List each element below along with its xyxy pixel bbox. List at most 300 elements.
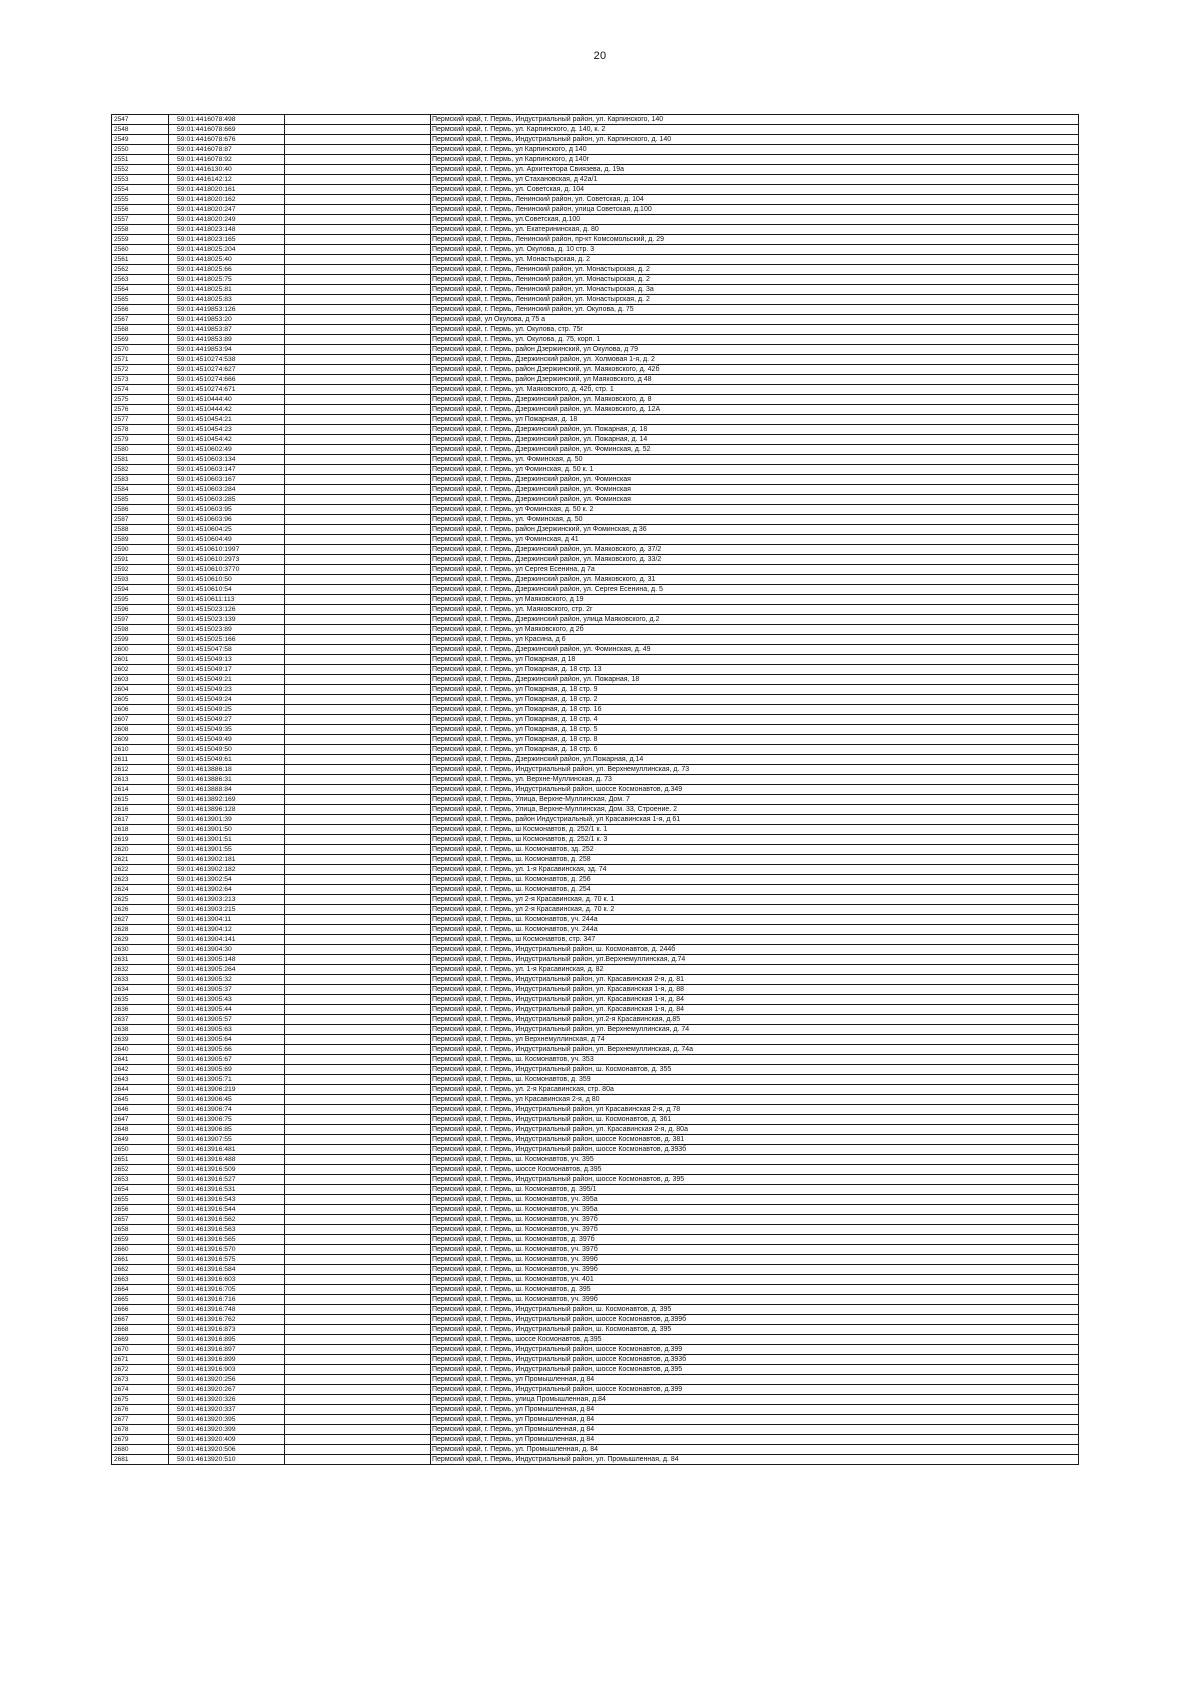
address-cell: Пермский край, г. Пермь, ул. Окулова, стр. 75г: [431, 325, 1079, 335]
cadastral-number-cell: 59:01:4613916:543: [169, 1195, 285, 1205]
cadastral-number-cell: 59:01:4515049:17: [169, 665, 285, 675]
address-cell: Пермский край, г. Пермь, Индустриальный район, шоссе Космонавтов, д.395: [431, 1365, 1079, 1375]
row-number-cell: 2615: [112, 795, 169, 805]
address-cell: Пермский край, г. Пермь, Дзержинский район, ул. Холмовая 1-я, д. 2: [431, 355, 1079, 365]
row-number-cell: 2549: [112, 135, 169, 145]
address-cell: Пермский край, г. Пермь, ул. Фоминская, д. 50: [431, 455, 1079, 465]
address-cell: Пермский край, г. Пермь, ул Фоминская, д 41: [431, 535, 1079, 545]
empty-cell: [285, 385, 431, 395]
table-row: [112, 1025, 1079, 1035]
row-number-cell: 2552: [112, 165, 169, 175]
address-cell: Пермский край, г. Пермь, ул Промышленная, д 84: [431, 1405, 1079, 1415]
cadastral-number-cell: 59:01:4613906:45: [169, 1095, 285, 1105]
cadastral-number-cell: 59:01:4613916:705: [169, 1285, 285, 1295]
cadastral-number-cell: 59:01:4418020:161: [169, 185, 285, 195]
empty-cell: [285, 375, 431, 385]
cadastral-number-cell: 59:01:4510610:3770: [169, 565, 285, 575]
table-row: [112, 255, 1079, 265]
table-row: [112, 155, 1079, 165]
table-row: [112, 625, 1079, 635]
empty-cell: [285, 845, 431, 855]
address-cell: Пермский край, г. Пермь, Ленинский район, пр-кт Комсомольский, д. 29: [431, 235, 1079, 245]
cadastral-number-cell: 59:01:4418023:165: [169, 235, 285, 245]
cadastral-number-cell: 59:01:4613905:66: [169, 1045, 285, 1055]
cadastral-number-cell: 59:01:4419853:94: [169, 345, 285, 355]
empty-cell: [285, 555, 431, 565]
empty-cell: [285, 1395, 431, 1405]
cadastral-number-cell: 59:01:4613916:563: [169, 1225, 285, 1235]
row-number-cell: 2595: [112, 595, 169, 605]
cadastral-number-cell: 59:01:4515049:61: [169, 755, 285, 765]
table-row: [112, 895, 1079, 905]
row-number-cell: 2557: [112, 215, 169, 225]
row-number-cell: 2667: [112, 1315, 169, 1325]
row-number-cell: 2612: [112, 765, 169, 775]
cadastral-number-cell: 59:01:4510604:49: [169, 535, 285, 545]
table-row: [112, 585, 1079, 595]
cadastral-number-cell: 59:01:4613907:55: [169, 1135, 285, 1145]
cadastral-number-cell: 59:01:4613892:169: [169, 795, 285, 805]
address-cell: Пермский край, г. Пермь, ул Пожарная, д 18: [431, 655, 1079, 665]
address-cell: Пермский край, г. Пермь, ул Пожарная, д. 18 стр. 9: [431, 685, 1079, 695]
cadastral-number-cell: 59:01:4613920:409: [169, 1435, 285, 1445]
address-cell: Пермский край, г. Пермь, ш. Космонавтов, уч. 399б: [431, 1295, 1079, 1305]
table-row: [112, 1045, 1079, 1055]
address-cell: Пермский край, г. Пермь, ш. Космонавтов, уч. 395а: [431, 1195, 1079, 1205]
table-row: [112, 265, 1079, 275]
cadastral-number-cell: 59:01:4613906:74: [169, 1105, 285, 1115]
address-cell: Пермский край, г. Пермь, Улица, Верхне-Муллинская, Дом. 7: [431, 795, 1079, 805]
empty-cell: [285, 1145, 431, 1155]
address-cell: Пермский край, г. Пермь, район Дзержинский, ул Фоминская, д 36: [431, 525, 1079, 535]
cadastral-number-cell: 59:01:4613916:899: [169, 1355, 285, 1365]
address-cell: Пермский край, г. Пермь, ул. Советская, д. 104: [431, 185, 1079, 195]
empty-cell: [285, 565, 431, 575]
row-number-cell: 2653: [112, 1175, 169, 1185]
address-cell: Пермский край, г. Пермь, ул Сергея Есенина, д 7а: [431, 565, 1079, 575]
cadastral-number-cell: 59:01:4613902:182: [169, 865, 285, 875]
cadastral-number-cell: 59:01:4416078:87: [169, 145, 285, 155]
address-cell: Пермский край, г. Пермь, ул Верхнемуллинская, д 74: [431, 1035, 1079, 1045]
empty-cell: [285, 765, 431, 775]
cadastral-number-cell: 59:01:4515049:49: [169, 735, 285, 745]
address-cell: Пермский край, г. Пермь, Индустриальный район, шоссе Космонавтов, д.399: [431, 1345, 1079, 1355]
table-row: [112, 1305, 1079, 1315]
cadastral-number-cell: 59:01:4510603:284: [169, 485, 285, 495]
table-row: [112, 1365, 1079, 1375]
empty-cell: [285, 205, 431, 215]
row-number-cell: 2583: [112, 475, 169, 485]
row-number-cell: 2663: [112, 1275, 169, 1285]
address-cell: Пермский край, г. Пермь, ш. Космонавтов, уч. 244а: [431, 915, 1079, 925]
address-cell: Пермский край, г. Пермь, Улица, Верхне-Муллинская, Дом. 33, Строение. 2: [431, 805, 1079, 815]
empty-cell: [285, 655, 431, 665]
cadastral-number-cell: 59:01:4613903:213: [169, 895, 285, 905]
table-row: [112, 1265, 1079, 1275]
address-cell: Пермский край, г. Пермь, Индустриальный район, ул.Верхнемуллинская, д.74: [431, 955, 1079, 965]
empty-cell: [285, 195, 431, 205]
cadastral-number-cell: 59:01:4613905:57: [169, 1015, 285, 1025]
cadastral-number-cell: 59:01:4613886:18: [169, 765, 285, 775]
cadastral-number-cell: 59:01:4613905:37: [169, 985, 285, 995]
row-number-cell: 2618: [112, 825, 169, 835]
row-number-cell: 2651: [112, 1155, 169, 1165]
empty-cell: [285, 355, 431, 365]
row-number-cell: 2640: [112, 1045, 169, 1055]
table-row: [112, 645, 1079, 655]
cadastral-number-cell: 59:01:4613916:488: [169, 1155, 285, 1165]
cadastral-number-cell: 59:01:4416078:669: [169, 125, 285, 135]
empty-cell: [285, 745, 431, 755]
empty-cell: [285, 1025, 431, 1035]
empty-cell: [285, 725, 431, 735]
table-row: [112, 1095, 1079, 1105]
empty-cell: [285, 165, 431, 175]
address-cell: Пермский край, г. Пермь, Ленинский район, ул. Советская, д. 104: [431, 195, 1079, 205]
empty-cell: [285, 1175, 431, 1185]
address-cell: Пермский край, г. Пермь, Индустриальный район, ш. Космонавтов, д. 361: [431, 1115, 1079, 1125]
cadastral-number-cell: 59:01:4515049:25: [169, 705, 285, 715]
table-row: [112, 415, 1079, 425]
address-cell: Пермский край, г. Пермь, ул Карпинского, д 140: [431, 145, 1079, 155]
table-row: [112, 405, 1079, 415]
empty-cell: [285, 1335, 431, 1345]
row-number-cell: 2558: [112, 225, 169, 235]
address-cell: Пермский край, г. Пермь, ш. Космонавтов, уч. 397б: [431, 1225, 1079, 1235]
address-cell: Пермский край, г. Пермь, Индустриальный район, ул Красавинская 2-я, д 78: [431, 1105, 1079, 1115]
empty-cell: [285, 145, 431, 155]
cadastral-number-cell: 59:01:4613916:762: [169, 1315, 285, 1325]
address-cell: Пермский край, г. Пермь, ш. Космонавтов, д. 395: [431, 1285, 1079, 1295]
row-number-cell: 2589: [112, 535, 169, 545]
table-row: [112, 575, 1079, 585]
row-number-cell: 2564: [112, 285, 169, 295]
table-row: [112, 535, 1079, 545]
table-row: [112, 215, 1079, 225]
cadastral-number-cell: 59:01:4418020:249: [169, 215, 285, 225]
empty-cell: [285, 1265, 431, 1275]
row-number-cell: 2626: [112, 905, 169, 915]
address-cell: Пермский край, г. Пермь, Дзержинский район, ул. Сергея Есенина, д. 5: [431, 585, 1079, 595]
address-cell: Пермский край, г. Пермь, ул.Советская, д.100: [431, 215, 1079, 225]
address-cell: Пермский край, г. Пермь, Индустриальный район, шоссе Космонавтов, д. 395: [431, 1175, 1079, 1185]
table-row: [112, 935, 1079, 945]
row-number-cell: 2562: [112, 265, 169, 275]
empty-cell: [285, 1405, 431, 1415]
table-row: [112, 375, 1079, 385]
table-row: [112, 1435, 1079, 1445]
row-number-cell: 2649: [112, 1135, 169, 1145]
address-cell: Пермский край, г. Пермь, ул. Окулова, д. 10 стр. 3: [431, 245, 1079, 255]
table-row: [112, 1165, 1079, 1175]
address-cell: Пермский край, г. Пермь, ш. Космонавтов, зд. 252: [431, 845, 1079, 855]
row-number-cell: 2678: [112, 1425, 169, 1435]
cadastral-number-cell: 59:01:4515049:23: [169, 685, 285, 695]
empty-cell: [285, 225, 431, 235]
empty-cell: [285, 875, 431, 885]
cadastral-number-cell: 59:01:4613916:531: [169, 1185, 285, 1195]
row-number-cell: 2642: [112, 1065, 169, 1075]
row-number-cell: 2677: [112, 1415, 169, 1425]
table-row: [112, 285, 1079, 295]
row-number-cell: 2602: [112, 665, 169, 675]
table-row: [112, 1075, 1079, 1085]
empty-cell: [285, 795, 431, 805]
cadastral-number-cell: 59:01:4613916:570: [169, 1245, 285, 1255]
row-number-cell: 2550: [112, 145, 169, 155]
empty-cell: [285, 685, 431, 695]
table-row: [112, 505, 1079, 515]
row-number-cell: 2621: [112, 855, 169, 865]
table-row: [112, 275, 1079, 285]
empty-cell: [285, 125, 431, 135]
table-row: [112, 325, 1079, 335]
empty-cell: [285, 395, 431, 405]
address-cell: Пермский край, г. Пермь, ул Пожарная, д. 18 стр. 4: [431, 715, 1079, 725]
address-cell: Пермский край, г. Пермь, ш. Космонавтов, уч. 395: [431, 1155, 1079, 1165]
address-cell: Пермский край, г. Пермь, Индустриальный район, ш. Космонавтов, д. 395: [431, 1305, 1079, 1315]
cadastral-number-cell: 59:01:4613906:85: [169, 1125, 285, 1135]
cadastral-number-cell: 59:01:4613905:43: [169, 995, 285, 1005]
table-row: [112, 365, 1079, 375]
cadastral-number-cell: 59:01:4510454:42: [169, 435, 285, 445]
address-cell: Пермский край, г. Пермь, ул Красавинская 2-я, д 80: [431, 1095, 1079, 1105]
cadastral-number-cell: 59:01:4515049:21: [169, 675, 285, 685]
cadastral-number-cell: 59:01:4613916:903: [169, 1365, 285, 1375]
empty-cell: [285, 585, 431, 595]
address-cell: Пермский край, г. Пермь, ш. Космонавтов, уч. 397б: [431, 1245, 1079, 1255]
empty-cell: [285, 1325, 431, 1335]
table-row: [112, 915, 1079, 925]
empty-cell: [285, 905, 431, 915]
address-cell: Пермский край, г. Пермь, ул. Промышленная, д. 84: [431, 1445, 1079, 1455]
address-cell: Пермский край, г. Пермь, ул. Екатерининская, д. 80: [431, 225, 1079, 235]
table-row: [112, 1085, 1079, 1095]
address-cell: Пермский край, г. Пермь, Дзержинский район, ул. Пожарная, д. 14: [431, 435, 1079, 445]
row-number-cell: 2571: [112, 355, 169, 365]
address-cell: Пермский край, г. Пермь, Индустриальный район, ш. Космонавтов, д. 244б: [431, 945, 1079, 955]
empty-cell: [285, 985, 431, 995]
address-cell: Пермский край, г. Пермь, ул Стахановская, д 42а/1: [431, 175, 1079, 185]
cadastral-number-cell: 59:01:4613905:67: [169, 1055, 285, 1065]
cadastral-number-cell: 59:01:4510603:167: [169, 475, 285, 485]
address-cell: Пермский край, г. Пермь, ш Космонавтов, стр. 347: [431, 935, 1079, 945]
row-number-cell: 2588: [112, 525, 169, 535]
empty-cell: [285, 175, 431, 185]
cadastral-number-cell: 59:01:4613916:603: [169, 1275, 285, 1285]
cadastral-number-cell: 59:01:4613905:69: [169, 1065, 285, 1075]
cadastral-number-cell: 59:01:4515049:13: [169, 655, 285, 665]
empty-cell: [285, 1045, 431, 1055]
address-cell: Пермский край, г. Пермь, Дзержинский район, ул. Пожарная, 18: [431, 675, 1079, 685]
cadastral-number-cell: 59:01:4510602:49: [169, 445, 285, 455]
table-row: [112, 1185, 1079, 1195]
address-cell: Пермский край, г. Пермь, ул Красина, д 6: [431, 635, 1079, 645]
empty-cell: [285, 115, 431, 125]
cadastral-number-cell: 59:01:4613916:562: [169, 1215, 285, 1225]
empty-cell: [285, 815, 431, 825]
cadastral-number-cell: 59:01:4613916:575: [169, 1255, 285, 1265]
cadastral-number-cell: 59:01:4515023:89: [169, 625, 285, 635]
empty-cell: [285, 925, 431, 935]
cadastral-number-cell: 59:01:4613920:256: [169, 1375, 285, 1385]
empty-cell: [285, 215, 431, 225]
table-row: [112, 705, 1079, 715]
table-row: [112, 165, 1079, 175]
table-row: [112, 455, 1079, 465]
table-row: [112, 1205, 1079, 1215]
empty-cell: [285, 695, 431, 705]
address-cell: Пермский край, г. Пермь, Индустриальный район, ул. Красавинская 1-я, д. 84: [431, 1005, 1079, 1015]
cadastral-number-cell: 59:01:4510274:627: [169, 365, 285, 375]
cadastral-number-cell: 59:01:4613906:75: [169, 1115, 285, 1125]
empty-cell: [285, 955, 431, 965]
address-cell: Пермский край, г. Пермь, ш. Космонавтов, уч. 395а: [431, 1205, 1079, 1215]
cadastral-number-cell: 59:01:4416078:498: [169, 115, 285, 125]
address-cell: Пермский край, г. Пермь, ул. Архитектора Свиязева, д. 19а: [431, 165, 1079, 175]
address-cell: Пермский край, г. Пермь, Индустриальный район, ул. Верхнемуллинская, д. 74а: [431, 1045, 1079, 1055]
cadastral-number-cell: 59:01:4613916:544: [169, 1205, 285, 1215]
cadastral-number-cell: 59:01:4418025:81: [169, 285, 285, 295]
address-cell: Пермский край, г. Пермь, ул Маяковского, д 2б: [431, 625, 1079, 635]
row-number-cell: 2585: [112, 495, 169, 505]
table-row: [112, 775, 1079, 785]
empty-cell: [285, 255, 431, 265]
table-row: [112, 1035, 1079, 1045]
table-row: [112, 425, 1079, 435]
table-row: [112, 875, 1079, 885]
row-number-cell: 2650: [112, 1145, 169, 1155]
row-number-cell: 2669: [112, 1335, 169, 1345]
cadastral-number-cell: 59:01:4515049:24: [169, 695, 285, 705]
table-row: [112, 495, 1079, 505]
address-cell: Пермский край, г. Пермь, Дзержинский район, ул. Маяковского, д. 37/2: [431, 545, 1079, 555]
row-number-cell: 2609: [112, 735, 169, 745]
table-row: [112, 885, 1079, 895]
address-cell: Пермский край, ул Окулова, д 75 а: [431, 315, 1079, 325]
cadastral-number-cell: 59:01:4510603:134: [169, 455, 285, 465]
address-cell: Пермский край, г. Пермь, Индустриальный район, шоссе Космонавтов, д.399: [431, 1385, 1079, 1395]
row-number-cell: 2560: [112, 245, 169, 255]
cadastral-number-cell: 59:01:4510603:285: [169, 495, 285, 505]
address-cell: Пермский край, г. Пермь, ш Космонавтов, д. 252/1 к. 3: [431, 835, 1079, 845]
empty-cell: [285, 1065, 431, 1075]
table-row: [112, 615, 1079, 625]
address-cell: Пермский край, г. Пермь, ул Фоминская, д. 50 к. 2: [431, 505, 1079, 515]
address-cell: Пермский край, г. Пермь, ш. Космонавтов, уч. 397б: [431, 1215, 1079, 1225]
table-row: [112, 835, 1079, 845]
empty-cell: [285, 1095, 431, 1105]
row-number-cell: 2638: [112, 1025, 169, 1035]
row-number-cell: 2639: [112, 1035, 169, 1045]
empty-cell: [285, 315, 431, 325]
address-cell: Пермский край, г. Пермь, ул Промышленная, д 84: [431, 1415, 1079, 1425]
address-cell: Пермский край, г. Пермь, Дзержинский район, ул. Фоминская: [431, 495, 1079, 505]
table-row: [112, 1285, 1079, 1295]
address-cell: Пермский край, г. Пермь, ш. Космонавтов, уч. 401: [431, 1275, 1079, 1285]
row-number-cell: 2598: [112, 625, 169, 635]
table-row: [112, 1105, 1079, 1115]
empty-cell: [285, 1285, 431, 1295]
address-cell: Пермский край, г. Пермь, Дзержинский район, ул. Пожарная, д. 18: [431, 425, 1079, 435]
row-number-cell: 2628: [112, 925, 169, 935]
cadastral-number-cell: 59:01:4613920:399: [169, 1425, 285, 1435]
address-cell: Пермский край, г. Пермь, Индустриальный район, ул. Карпинского, д. 140: [431, 135, 1079, 145]
objects-table: [111, 114, 1079, 1465]
cadastral-number-cell: 59:01:4613905:32: [169, 975, 285, 985]
table-row: [112, 825, 1079, 835]
cadastral-number-cell: 59:01:4515047:58: [169, 645, 285, 655]
cadastral-number-cell: 59:01:4613904:141: [169, 935, 285, 945]
table-row: [112, 795, 1079, 805]
row-number-cell: 2674: [112, 1385, 169, 1395]
cadastral-number-cell: 59:01:4613904:30: [169, 945, 285, 955]
row-number-cell: 2611: [112, 755, 169, 765]
row-number-cell: 2581: [112, 455, 169, 465]
address-cell: Пермский край, г. Пермь, Индустриальный район, шоссе Космонавтов, д.349: [431, 785, 1079, 795]
empty-cell: [285, 595, 431, 605]
table-row: [112, 975, 1079, 985]
empty-cell: [285, 1375, 431, 1385]
row-number-cell: 2578: [112, 425, 169, 435]
table-row: [112, 125, 1079, 135]
row-number-cell: 2630: [112, 945, 169, 955]
empty-cell: [285, 245, 431, 255]
empty-cell: [285, 1075, 431, 1085]
table-row: [112, 695, 1079, 705]
table-row: [112, 1445, 1079, 1455]
empty-cell: [285, 1115, 431, 1125]
empty-cell: [285, 615, 431, 625]
table-row: [112, 1455, 1079, 1465]
address-cell: Пермский край, г. Пермь, Индустриальный район, шоссе Космонавтов, д.393б: [431, 1355, 1079, 1365]
address-cell: Пермский край, г. Пермь, Индустриальный район, ул. Верхнемуллинская, д. 74: [431, 1025, 1079, 1035]
row-number-cell: 2641: [112, 1055, 169, 1065]
address-cell: Пермский край, г. Пермь, Индустриальный район, шоссе Космонавтов, д. 381: [431, 1135, 1079, 1145]
cadastral-number-cell: 59:01:4613916:897: [169, 1345, 285, 1355]
address-cell: Пермский край, г. Пермь, Ленинский район, ул. Монастырская, д. 2: [431, 295, 1079, 305]
row-number-cell: 2617: [112, 815, 169, 825]
row-number-cell: 2652: [112, 1165, 169, 1175]
table-row: [112, 315, 1079, 325]
address-cell: Пермский край, г. Пермь, Индустриальный район, ул.2-я Красавинская, д.85: [431, 1015, 1079, 1025]
empty-cell: [285, 505, 431, 515]
cadastral-number-cell: 59:01:4613920:326: [169, 1395, 285, 1405]
empty-cell: [285, 855, 431, 865]
table-row: [112, 1015, 1079, 1025]
empty-cell: [285, 1185, 431, 1195]
cadastral-number-cell: 59:01:4510274:538: [169, 355, 285, 365]
row-number-cell: 2620: [112, 845, 169, 855]
address-cell: Пермский край, г. Пермь, ул 2-я Красавинская, д. 70 к. 2: [431, 905, 1079, 915]
table-row: [112, 1125, 1079, 1135]
table-row: [112, 1115, 1079, 1125]
row-number-cell: 2680: [112, 1445, 169, 1455]
row-number-cell: 2587: [112, 515, 169, 525]
address-cell: Пермский край, г. Пермь, Ленинский район, ул. Монастырская, д. 3а: [431, 285, 1079, 295]
cadastral-number-cell: 59:01:4613901:50: [169, 825, 285, 835]
address-cell: Пермский край, г. Пермь, ул. Маяковского, стр. 2г: [431, 605, 1079, 615]
empty-cell: [285, 365, 431, 375]
table-row: [112, 1375, 1079, 1385]
table-row: [112, 655, 1079, 665]
cadastral-number-cell: 59:01:4515049:27: [169, 715, 285, 725]
cadastral-number-cell: 59:01:4419853:20: [169, 315, 285, 325]
empty-cell: [285, 1195, 431, 1205]
table-row: [112, 985, 1079, 995]
row-number-cell: 2648: [112, 1125, 169, 1135]
empty-cell: [285, 415, 431, 425]
